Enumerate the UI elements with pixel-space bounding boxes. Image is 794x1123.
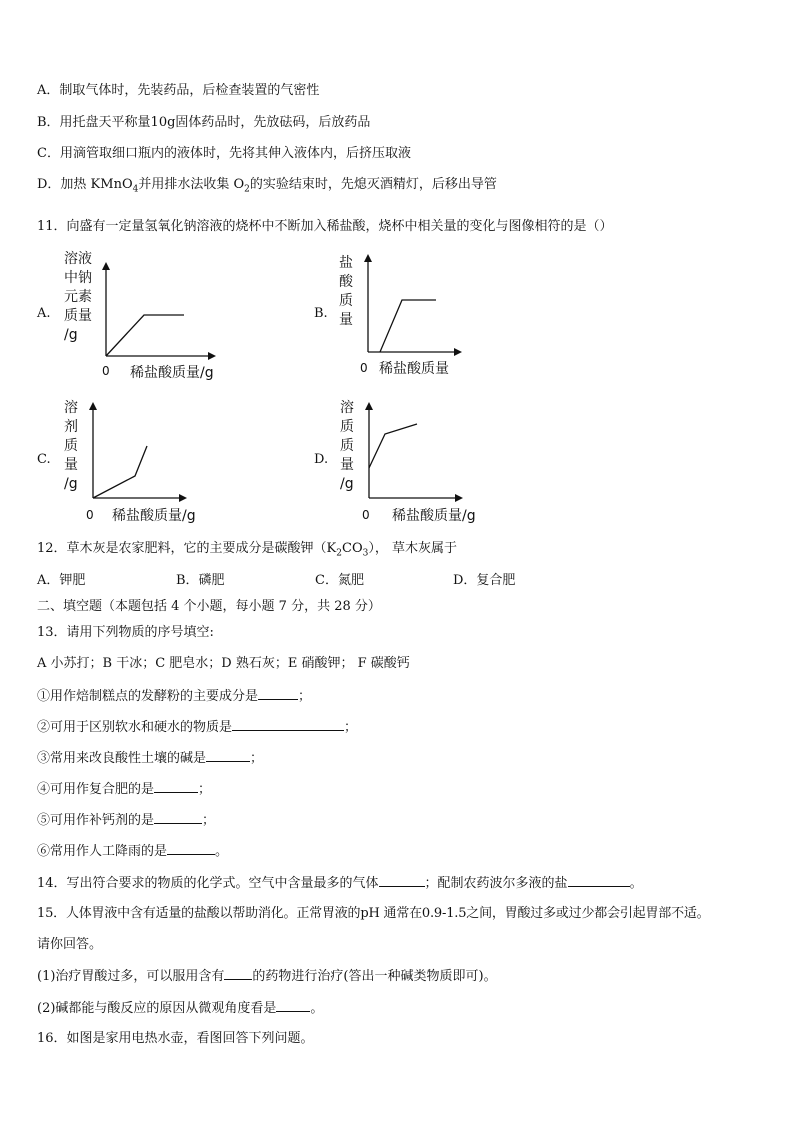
graph-d-curve — [369, 424, 417, 468]
section-fill-in-heading: 二、填空题（本题包括 4 个小题，每小题 7 分，共 28 分） — [37, 599, 381, 614]
graph-a-ylabel: 溶液 中钠 元素 质量 /g — [64, 251, 92, 343]
q15-stem-cont: 请你回答。 — [37, 937, 103, 952]
q13-item-3: ③常用来改良酸性土壤的碱是 ； — [37, 751, 264, 766]
graph-a-curve — [106, 315, 184, 356]
graph-c-y-arrow — [89, 402, 97, 410]
graph-b-curve — [380, 300, 436, 352]
answer-blank[interactable] — [167, 842, 215, 855]
q11-option-a-label: A. — [37, 306, 51, 321]
q12-stem: 12．草木灰是农家肥料，它的主要成分是碳酸钾$(K_2CO_3)$， 草木灰属于 — [37, 541, 457, 559]
graph-b-x-arrow — [454, 348, 462, 356]
q15-part-2: (2)碱都能与酸反应的原因从微观角度看是 。 — [37, 1001, 324, 1016]
q10-option-a: A．制取气体时，先装药品，后检查装置的气密性 — [37, 83, 320, 98]
graph-d-ylabel: 溶 质 质 量 /g — [340, 400, 354, 492]
answer-blank[interactable] — [154, 780, 198, 793]
q12-option-d: D．复合肥 — [453, 573, 516, 588]
graph-b-y-arrow — [364, 254, 372, 262]
answer-blank[interactable] — [232, 718, 344, 731]
q13-item-2: ②可用于区别软水和硬水的物质是 ； — [37, 720, 358, 735]
graph-b-ylabel: 盐 酸 质 量 — [339, 255, 353, 328]
q16-stem: 16．如图是家用电热水壶，看图回答下列问题。 — [37, 1031, 314, 1046]
graph-d-y-arrow — [365, 402, 373, 410]
graph-a-xlabel: 稀盐酸质量/g — [130, 365, 214, 381]
q14-stem: 14．写出符合要求的物质的化学式。空气中含量最多的气体 ；配制农药波尔多液的盐 。 — [37, 876, 643, 891]
q10-option-b: B．用托盘天平称量10g固体药品时，先放砝码，后放药品 — [37, 115, 371, 130]
graph-d-origin: 0 — [362, 508, 370, 522]
answer-blank[interactable] — [206, 749, 250, 762]
graph-a-y-arrow — [102, 262, 110, 270]
q15-part-1: (1)治疗胃酸过多，可以服用含有 的药物进行治疗(答出一种碱类物质即可)。 — [37, 969, 497, 984]
q13-stem: 13．请用下列物质的序号填空: — [37, 625, 214, 640]
answer-blank[interactable] — [276, 999, 310, 1012]
graph-a-origin: 0 — [102, 364, 110, 378]
graph-b-origin: 0 — [360, 361, 368, 375]
graph-c-x-arrow — [179, 494, 187, 502]
q10-option-c: C．用滴管取细口瓶内的液体时，先将其伸入液体内，后挤压取液 — [37, 146, 411, 161]
answer-blank[interactable] — [258, 687, 298, 700]
graph-d-x-arrow — [455, 494, 463, 502]
graph-c-origin: 0 — [86, 508, 94, 522]
graph-c-ylabel: 溶 剂 质 量 /g — [64, 400, 78, 492]
q15-stem: 15．人体胃液中含有适量的盐酸以帮助消化。正常胃液的pH 通常在0.9-1.5之间，胃酸过多或过少都会引起胃部不适。 — [37, 906, 710, 921]
graph-a — [98, 262, 218, 362]
graph-d — [361, 402, 466, 502]
q11-option-d-label: D. — [314, 452, 329, 467]
graph-c-curve — [93, 446, 147, 498]
q11-option-c-label: C. — [37, 452, 51, 467]
q11-stem: 11．向盛有一定量氢氧化钠溶液的烧杯中不断加入稀盐酸，烧杯中相关量的变化与图像相符的是（） — [37, 219, 613, 234]
graph-c-xlabel: 稀盐酸质量/g — [112, 508, 196, 524]
q13-item-4: ④可用作复合肥的是 ； — [37, 782, 212, 797]
q12-option-c: C．氮肥 — [315, 573, 364, 588]
answer-blank[interactable] — [224, 967, 252, 980]
q13-item-1: ①用作焙制糕点的发酵粉的主要成分是 ； — [37, 689, 312, 704]
graph-b-xlabel: 稀盐酸质量 — [379, 361, 449, 377]
q13-item-5: ⑤可用作补钙剂的是 ； — [37, 813, 216, 828]
answer-blank[interactable] — [568, 874, 630, 887]
graph-c — [85, 402, 190, 502]
q12-option-b: B．磷肥 — [176, 573, 225, 588]
graph-d-xlabel: 稀盐酸质量/g — [392, 508, 476, 524]
q12-option-a: A．钾肥 — [37, 573, 86, 588]
answer-blank[interactable] — [154, 811, 202, 824]
q11-option-b-label: B. — [314, 306, 328, 321]
graph-a-x-arrow — [208, 352, 216, 360]
q13-choices: A 小苏打；B 干冰；C 肥皂水；D 熟石灰；E 硝酸钾； F 碳酸钙 — [37, 656, 410, 671]
graph-b — [360, 254, 465, 356]
q13-item-6: ⑥常用作人工降雨的是 。 — [37, 844, 229, 859]
q10-option-d: D．加热 KMnO$_4$并用排水法收集 $O_2$的实验结束时，先熄灭酒精灯，后移出导管 — [37, 177, 497, 195]
answer-blank[interactable] — [379, 874, 425, 887]
